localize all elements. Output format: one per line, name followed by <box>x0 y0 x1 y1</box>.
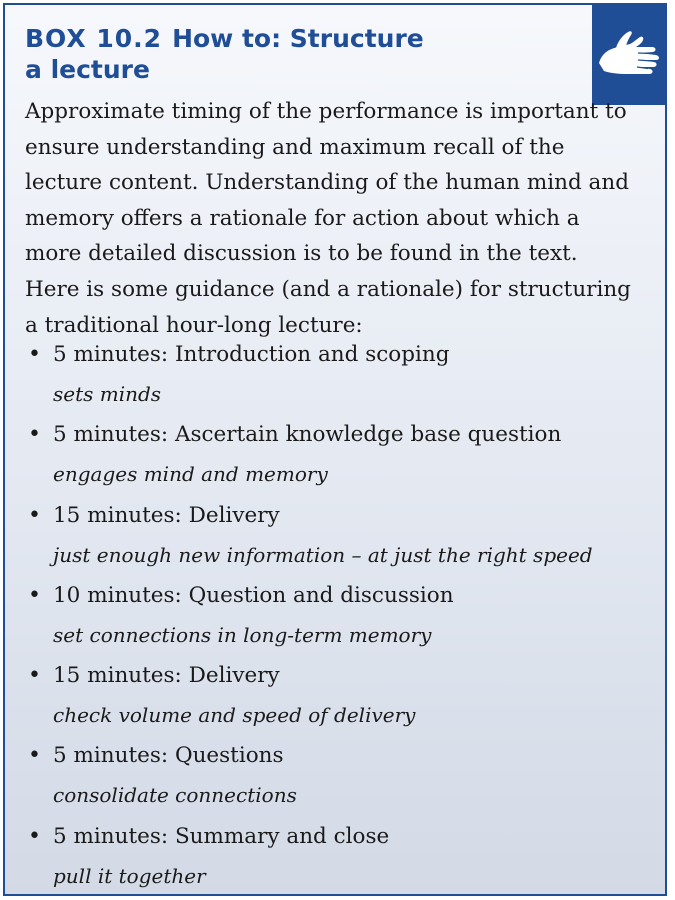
list-item <box>25 736 645 816</box>
item-note: just enough new information – at just the right speed <box>53 542 593 567</box>
item-note: consolidate connections <box>53 783 297 808</box>
icon-block <box>592 5 665 105</box>
how-to-box <box>3 3 667 896</box>
item-label: 15 minutes: Delivery <box>53 663 280 689</box>
box-title-line1: How to: Structure <box>172 24 424 53</box>
timing-list <box>25 335 645 897</box>
item-note: engages mind and memory <box>53 462 328 487</box>
item-note: pull it together <box>53 863 206 888</box>
bullet-icon: • <box>28 743 41 769</box>
bullet-icon: • <box>28 582 41 608</box>
item-label: 5 minutes: Ascertain knowledge base question <box>53 422 562 448</box>
bullet-icon: • <box>28 342 41 367</box>
item-label: 5 minutes: Summary and close <box>53 823 390 849</box>
list-item <box>25 576 645 656</box>
item-note: set connections in long-term memory <box>53 622 432 647</box>
bullet-icon: • <box>28 823 41 849</box>
list-item <box>25 496 645 576</box>
item-label: 10 minutes: Question and discussion <box>53 582 454 608</box>
item-label: 5 minutes: Questions <box>53 743 284 769</box>
list-item <box>25 817 645 897</box>
bullet-icon: • <box>28 502 41 528</box>
item-label: 5 minutes: Introduction and scoping <box>53 342 450 367</box>
box-title-line2: a lecture <box>25 55 150 84</box>
box-title <box>25 23 585 85</box>
list-item <box>25 415 645 495</box>
box-number: BOX 10.2 <box>25 24 163 53</box>
intro-paragraph <box>25 94 635 343</box>
hand-icon <box>596 29 662 87</box>
bullet-icon: • <box>28 663 41 689</box>
intro-text: Approximate timing of the performance is important to ensure understanding and maximum recall of the lecture content. Understanding of the human mind and memory offers a rationale for action about which a more detailed discussion is to be found in the text. Here is some guidance (and a rationale) for structuring a traditional hour-long lecture: <box>25 99 631 338</box>
item-note: sets minds <box>53 382 162 406</box>
item-note: check volume and speed of delivery <box>53 703 416 728</box>
list-item <box>25 335 645 415</box>
bullet-icon: • <box>28 422 41 448</box>
item-label: 15 minutes: Delivery <box>53 502 280 528</box>
list-item <box>25 656 645 736</box>
